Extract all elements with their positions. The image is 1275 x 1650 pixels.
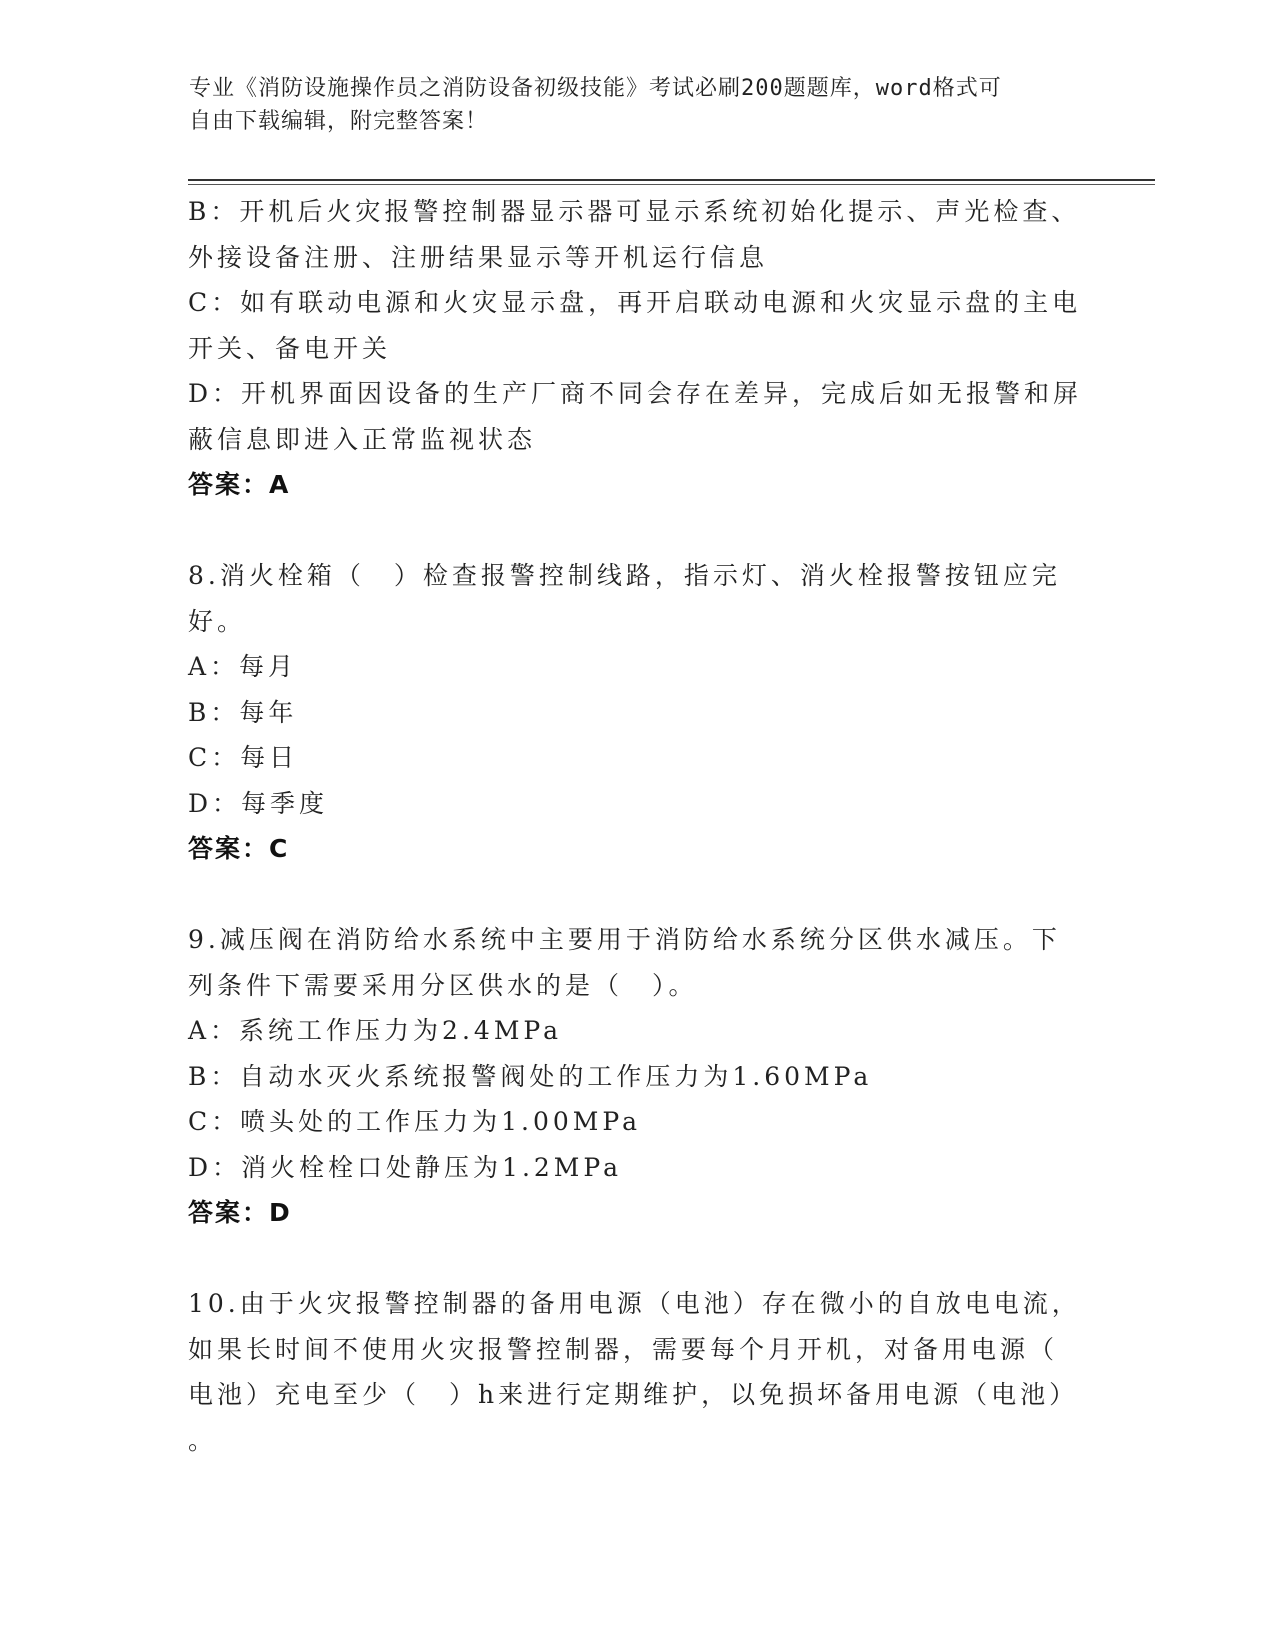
option-a: A：系统工作压力为2.4MPa (188, 1016, 563, 1045)
option-b-line-2: 外接设备注册、注册结果显示等开机运行信息 (188, 242, 769, 272)
spacer (188, 508, 1088, 554)
answer-label: 答案：A (188, 470, 291, 499)
header-title-line-1: 专业《消防设施操作员之消防设备初级技能》考试必刷200题题库，word格式可 (189, 76, 1002, 101)
question-stem-line-2: 好。 (188, 606, 247, 636)
spacer (188, 872, 1088, 918)
question-stem-line-1: 10.由于火灾报警控制器的备用电源（电池）存在微小的自放电电流， (188, 1289, 1081, 1318)
question-stem-line-4: 。 (188, 1425, 218, 1455)
option-c-line-1: C：如有联动电源和火灾显示盘，再开启联动电源和火灾显示盘的主电 (188, 288, 1082, 317)
option-b: B：每年 (188, 697, 298, 727)
question-stem-line-2: 列条件下需要采用分区供水的是（ ）。 (188, 970, 698, 1000)
option-c: C：每日 (188, 743, 299, 772)
document-header (189, 72, 1069, 138)
option-c: C：喷头处的工作压力为1.00MPa (188, 1107, 641, 1136)
answer-label: 答案：D (188, 1198, 292, 1227)
option-d-line-2: 蔽信息即进入正常监视状态 (188, 424, 537, 454)
spacer (188, 1236, 1088, 1282)
question-stem-line-1: 9.减压阀在消防给水系统中主要用于消防给水系统分区供水减压。下 (188, 925, 1061, 954)
question-7 (188, 189, 1088, 508)
question-stem-line-3: 电池）充电至少（ ）h来进行定期维护，以免损坏备用电源（电池） (188, 1380, 1079, 1409)
option-c-line-2: 开关、备电开关 (188, 333, 392, 363)
document-body (188, 189, 1088, 1463)
question-stem-line-2: 如果长时间不使用火灾报警控制器，需要每个月开机，对备用电源（ (188, 1334, 1059, 1364)
option-b: B：自动水灭火系统报警阀处的工作压力为1.60MPa (188, 1061, 873, 1091)
option-d: D：消火栓栓口处静压为1.2MPa (188, 1152, 623, 1182)
answer-label: 答案：C (188, 834, 290, 863)
header-divider-thick (188, 179, 1155, 181)
question-10 (188, 1281, 1088, 1463)
option-d-line-1: D：开机界面因设备的生产厂商不同会存在差异，完成后如无报警和屏 (188, 379, 1083, 408)
option-a: A：每月 (188, 652, 298, 681)
option-d: D：每季度 (188, 788, 329, 818)
header-divider-thin (188, 184, 1155, 185)
question-8 (188, 553, 1088, 872)
question-9 (188, 917, 1088, 1236)
option-b-line-1: B：开机后火灾报警控制器显示器可显示系统初始化提示、声光检查、 (188, 197, 1081, 226)
header-title-line-2: 自由下载编辑，附完整答案！ (189, 109, 489, 134)
question-stem-line-1: 8.消火栓箱（ ）检查报警控制线路，指示灯、消火栓报警按钮应完 (188, 561, 1061, 590)
